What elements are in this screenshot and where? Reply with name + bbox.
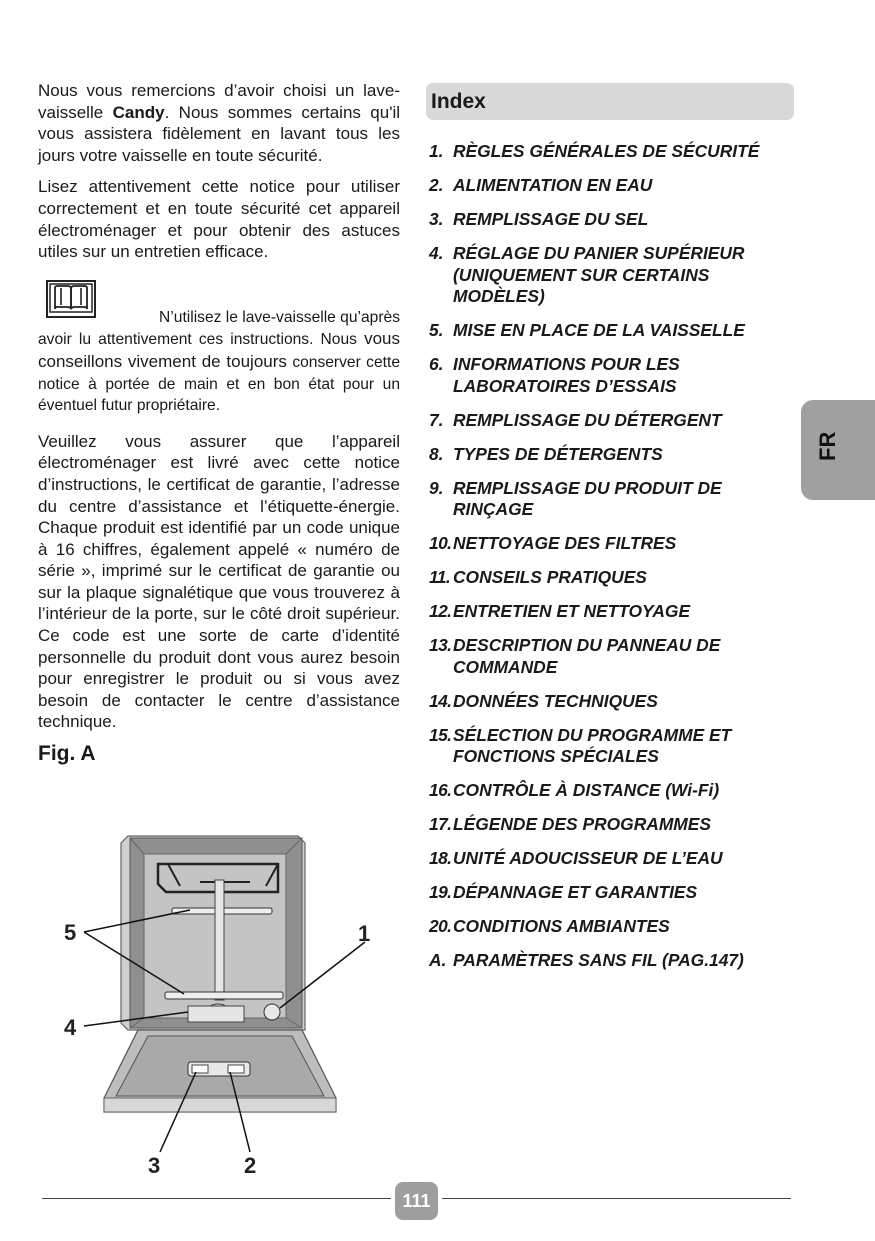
index-item-number: A. — [429, 950, 447, 971]
index-item-text: CONTRÔLE À DISTANCE (Wi-Fi) — [453, 780, 720, 801]
index-item-number: 10. — [429, 533, 452, 554]
callout-5: 5 — [64, 920, 77, 945]
index-item-text: UNITÉ ADOUCISSEUR DE L’EAU — [453, 848, 723, 869]
brand-name: Candy — [112, 102, 165, 122]
index-item — [429, 410, 799, 432]
index-item-text: ENTRETIEN ET NETTOYAGE — [453, 601, 691, 622]
notice-text-b: vous conseillons vivement de toujours — [38, 329, 400, 371]
dishwasher-figure — [40, 830, 410, 1180]
index-item-number: 12. — [429, 601, 452, 622]
index-item — [429, 780, 799, 802]
index-item-number: 5. — [429, 320, 444, 341]
index-item-number: 2. — [429, 174, 444, 195]
index-item — [429, 848, 799, 870]
index-title: Index — [426, 83, 794, 120]
notice-block — [38, 281, 400, 417]
language-label: FR — [815, 431, 840, 461]
index-item-text: REMPLISSAGE DU SEL — [453, 208, 649, 229]
left-column — [38, 80, 400, 765]
index-item-text: DESCRIPTION DU PANNEAU DE COMMANDE — [453, 635, 721, 677]
page-number: 111 — [395, 1182, 438, 1220]
index-item — [429, 916, 799, 938]
index-item — [429, 882, 799, 904]
index-item-number: 13. — [429, 635, 452, 656]
index-item-number: 11. — [429, 567, 451, 588]
index-item — [429, 175, 799, 197]
index-item — [429, 725, 799, 768]
index-item — [429, 950, 799, 972]
index-item — [429, 243, 799, 308]
index-item — [429, 533, 799, 555]
index-item-text: RÉGLAGE DU PANIER SUPÉRIEUR (UNIQUEMENT SUR CERTAINS MODÈLES) — [453, 242, 745, 307]
index-item-text: CONDITIONS AMBIANTES — [453, 916, 670, 937]
index-item-number: 18. — [429, 848, 452, 869]
index-item-number: 8. — [429, 443, 444, 464]
figure-title: Fig. A — [38, 742, 96, 766]
callout-4: 4 — [64, 1015, 77, 1040]
index-item-text: NETTOYAGE DES FILTRES — [453, 533, 677, 554]
index-item — [429, 635, 799, 678]
book-icon — [46, 279, 96, 319]
index-item-text: CONSEILS PRATIQUES — [453, 567, 647, 588]
callout-2: 2 — [244, 1153, 257, 1178]
index-item-text: RÈGLES GÉNÉRALES DE SÉCURITÉ — [453, 141, 760, 161]
notice-first-line: N’utilisez le lave-vaisselle qu’après — [159, 308, 400, 326]
index-item — [429, 444, 799, 466]
index-item-text: TYPES DE DÉTERGENTS — [453, 443, 663, 464]
footer-rule-left — [42, 1198, 391, 1199]
intro-paragraph-2: Lisez attentivement cette notice pour utiliser correctement et en toute sécurité cet appareil électroménager et pour obtenir des astuces utiles sur un entretien efficace. — [38, 177, 400, 262]
index-item-number: 1. — [429, 141, 444, 161]
intro-paragraph-1 — [38, 80, 400, 166]
index-item-number: 19. — [429, 882, 452, 903]
index-item-text: SÉLECTION DU PROGRAMME ET FONCTIONS SPÉCIALES — [453, 724, 732, 767]
language-tab — [801, 400, 875, 500]
index-item-number: 4. — [429, 242, 444, 263]
index-item-number: 7. — [429, 409, 444, 430]
footer-rule-right — [442, 1198, 791, 1199]
index-item — [429, 320, 799, 342]
index-item-number: 9. — [429, 477, 444, 498]
index-item — [429, 478, 799, 521]
index-item — [429, 814, 799, 836]
index-item-text: REMPLISSAGE DU PRODUIT DE RINÇAGE — [453, 477, 722, 520]
intro-text-end: . Nous sommes certains qu'il vous assistera fidèlement en lavant tous les jours votre vaisselle en toute sécurité. — [38, 102, 400, 165]
index-item-number: 15. — [429, 724, 452, 745]
index-item — [429, 141, 799, 163]
serial-paragraph: Veuillez vous assurer que l’appareil électroménager est livré avec cette notice d’instructions, le certificat de garantie, l’adresse du centre d’assistance et l’étiquette-énergie. Chaque produit est identifié par un code unique à 16 chiffres, également appelé « numéro de série », imprimé sur le certificat de garantie ou sur la plaque signalétique que vous trouverez à l’intérieur de la porte, sur le côté droit supérieur. Ce code est une sorte de carte d’identité personnelle du produit dont vous aurez besoin pour enregistrer le produit ou si vous avez besoin de contacter le centre d’assistance technique. — [38, 431, 400, 732]
index-list — [429, 141, 799, 984]
index-item — [429, 209, 799, 231]
index-item-number: 20. — [429, 916, 452, 937]
index-item-number: 14. — [429, 690, 452, 711]
index-item-text: LÉGENDE DES PROGRAMMES — [453, 814, 711, 835]
index-item — [429, 567, 799, 589]
index-item-text: DÉPANNAGE ET GARANTIES — [453, 882, 698, 903]
notice-text-a: avoir lu attentivement ces instructions. Nous — [38, 331, 357, 349]
index-item-text: REMPLISSAGE DU DÉTERGENT — [453, 409, 722, 430]
index-item-number: 6. — [429, 354, 444, 375]
index-item — [429, 354, 799, 397]
index-item-number: 17. — [429, 814, 452, 835]
callout-3: 3 — [148, 1153, 161, 1178]
index-item-text: INFORMATIONS POUR LES LABORATOIRES D’ESSAIS — [453, 354, 680, 396]
index-item — [429, 601, 799, 623]
index-item-text: MISE EN PLACE DE LA VAISSELLE — [453, 320, 745, 341]
index-item-text: PARAMÈTRES SANS FIL (PAG.147) — [453, 950, 744, 971]
notice-text-c: conserver cette notice à portée de main et en bon état pour un éventuel futur propriétaire. — [38, 353, 400, 415]
index-item-number: 3. — [429, 208, 444, 229]
index-item-text: ALIMENTATION EN EAU — [453, 174, 653, 195]
intro-text: Nous vous remercions d’avoir choisi un lave-vaisselle — [38, 81, 400, 122]
index-item-number: 16. — [429, 780, 452, 801]
index-item — [429, 691, 799, 713]
index-item-text: DONNÉES TECHNIQUES — [453, 690, 658, 711]
notice-text — [38, 328, 400, 416]
callout-1: 1 — [358, 921, 371, 946]
